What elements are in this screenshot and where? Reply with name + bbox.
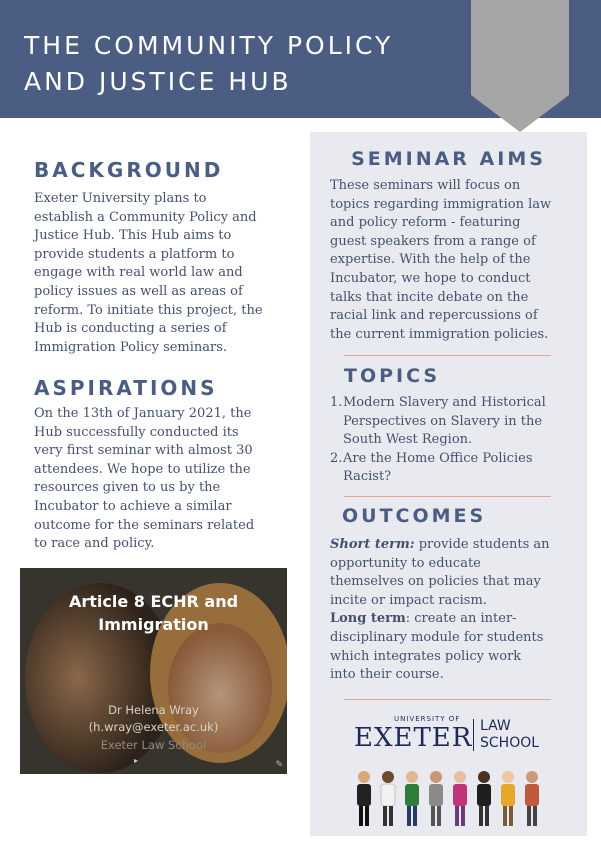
background-section xyxy=(34,158,284,182)
topic-line: Modern Slavery and Historical xyxy=(343,395,546,410)
aspirations-line: outcome for the seminars related xyxy=(34,517,255,533)
seminar-aims-line: expertise. With the help of the xyxy=(330,252,531,268)
outcomes-line: incite or impact racism. xyxy=(330,592,487,608)
seminar-video-thumbnail[interactable] xyxy=(20,568,287,774)
outcomes-line: provide students an xyxy=(414,537,550,552)
exeter-law-school-logo xyxy=(354,715,554,755)
background-line: Immigration Policy seminars. xyxy=(34,339,228,355)
aspirations-line: Incubator to achieve a similar xyxy=(34,498,232,514)
topic-line: Perspectives on Slavery in the xyxy=(343,413,543,429)
page-title xyxy=(24,28,464,100)
seminar-aims-line: racial link and repercussions of xyxy=(330,308,538,324)
person-figure xyxy=(429,771,443,826)
aspirations-line: resources given to us by the xyxy=(34,480,221,496)
person-figure xyxy=(477,771,491,826)
person-figure xyxy=(381,771,395,826)
background-line: provide students a platform to xyxy=(34,246,235,262)
video-speaker: Dr Helena Wray xyxy=(108,703,199,717)
divider xyxy=(344,699,551,700)
list-item xyxy=(330,394,576,450)
video-email: (h.wray@exeter.ac.uk) xyxy=(88,720,219,734)
seminar-aims-text xyxy=(330,177,576,344)
bookmark-ribbon xyxy=(471,0,569,132)
outcomes-line: which integrates policy work xyxy=(330,648,522,664)
background-line: Exeter University plans to xyxy=(34,191,207,206)
background-line: Hub is conducting a series of xyxy=(34,321,227,337)
seminar-aims-line: guest speakers from a range of xyxy=(330,233,536,249)
outcomes-text xyxy=(330,536,576,685)
person-figure xyxy=(453,771,467,826)
seminar-aims-line: talks that incite debate on the xyxy=(330,289,529,305)
seminar-aims-heading: SEMINAR AIMS xyxy=(351,148,546,170)
video-school: Exeter Law School xyxy=(100,738,207,752)
people-illustration xyxy=(354,768,549,830)
divider xyxy=(344,496,551,497)
outcomes-line: themselves on policies that may xyxy=(330,574,541,590)
seminar-aims-line: Incubator, we hope to conduct xyxy=(330,270,531,286)
seminar-aims-line: and policy reform - featuring xyxy=(330,215,521,231)
logo-law: LAW xyxy=(480,718,511,734)
list-item xyxy=(330,450,576,487)
video-controls[interactable] xyxy=(134,756,174,766)
aspirations-line: attendees. We hope to utilize the xyxy=(34,461,251,477)
short-term-label: Short term: xyxy=(330,537,415,552)
outcomes-line: disciplinary module for students xyxy=(330,629,544,645)
aspirations-line: Hub successfully conducted its xyxy=(34,424,239,440)
seminar-aims-line: the current immigration policies. xyxy=(330,326,549,342)
background-line: engage with real world law and xyxy=(34,265,243,281)
person-figure xyxy=(405,771,419,826)
logo-divider xyxy=(473,719,474,751)
page-title-line-2: AND JUSTICE HUB xyxy=(24,67,292,96)
logo-law-school xyxy=(480,718,539,752)
aspirations-text xyxy=(34,405,284,554)
page-title-line-1: THE COMMUNITY POLICY xyxy=(24,31,394,60)
logo-exeter: EXETER xyxy=(354,723,473,753)
person-figure xyxy=(501,771,515,826)
background-line: establish a Community Policy and xyxy=(34,209,257,225)
topic-line: Are the Home Office Policies xyxy=(343,450,533,466)
seminar-aims-line: topics regarding immigration law xyxy=(330,196,552,212)
sidebar-panel xyxy=(310,132,587,836)
video-title xyxy=(20,590,287,636)
list-number: 1. xyxy=(330,395,343,410)
seminar-aims-line: These seminars will focus on xyxy=(330,178,521,193)
background-line: policy issues as well as areas of xyxy=(34,283,243,299)
aspirations-line: very first seminar with almost 30 xyxy=(34,443,253,459)
logo-university-of: UNIVERSITY OF xyxy=(394,715,461,723)
outcomes-line: into their course. xyxy=(330,667,444,683)
list-number: 2. xyxy=(330,450,343,466)
aspirations-line: to race and policy. xyxy=(34,536,155,552)
background-line: reform. To initiate this project, the xyxy=(34,302,263,318)
logo-school: SCHOOL xyxy=(480,735,540,751)
edit-pen-icon[interactable]: ✎ xyxy=(275,760,283,770)
aspirations-section xyxy=(34,376,284,400)
play-icon[interactable]: ▸ xyxy=(134,756,139,765)
topics-heading: TOPICS xyxy=(344,365,441,387)
video-title-line-2: Immigration xyxy=(98,615,209,634)
topic-line: South West Region. xyxy=(343,432,473,448)
video-title-line-1: Article 8 ECHR and xyxy=(68,592,239,611)
aspirations-heading: ASPIRATIONS xyxy=(34,376,218,400)
outcomes-line: : create an inter- xyxy=(405,611,517,627)
outcomes-heading: OUTCOMES xyxy=(342,505,487,527)
long-term-label: Long term xyxy=(330,611,406,627)
topics-list xyxy=(330,394,576,487)
person-figure xyxy=(525,771,539,826)
background-text xyxy=(34,190,284,357)
person-figure xyxy=(357,771,371,826)
outcomes-line: opportunity to educate xyxy=(330,555,481,571)
aspirations-line: On the 13th of January 2021, the xyxy=(34,406,252,421)
background-line: Justice Hub. This Hub aims to xyxy=(34,228,232,244)
divider xyxy=(344,355,551,356)
background-heading: BACKGROUND xyxy=(34,158,224,182)
topic-line: Racist? xyxy=(343,469,392,485)
